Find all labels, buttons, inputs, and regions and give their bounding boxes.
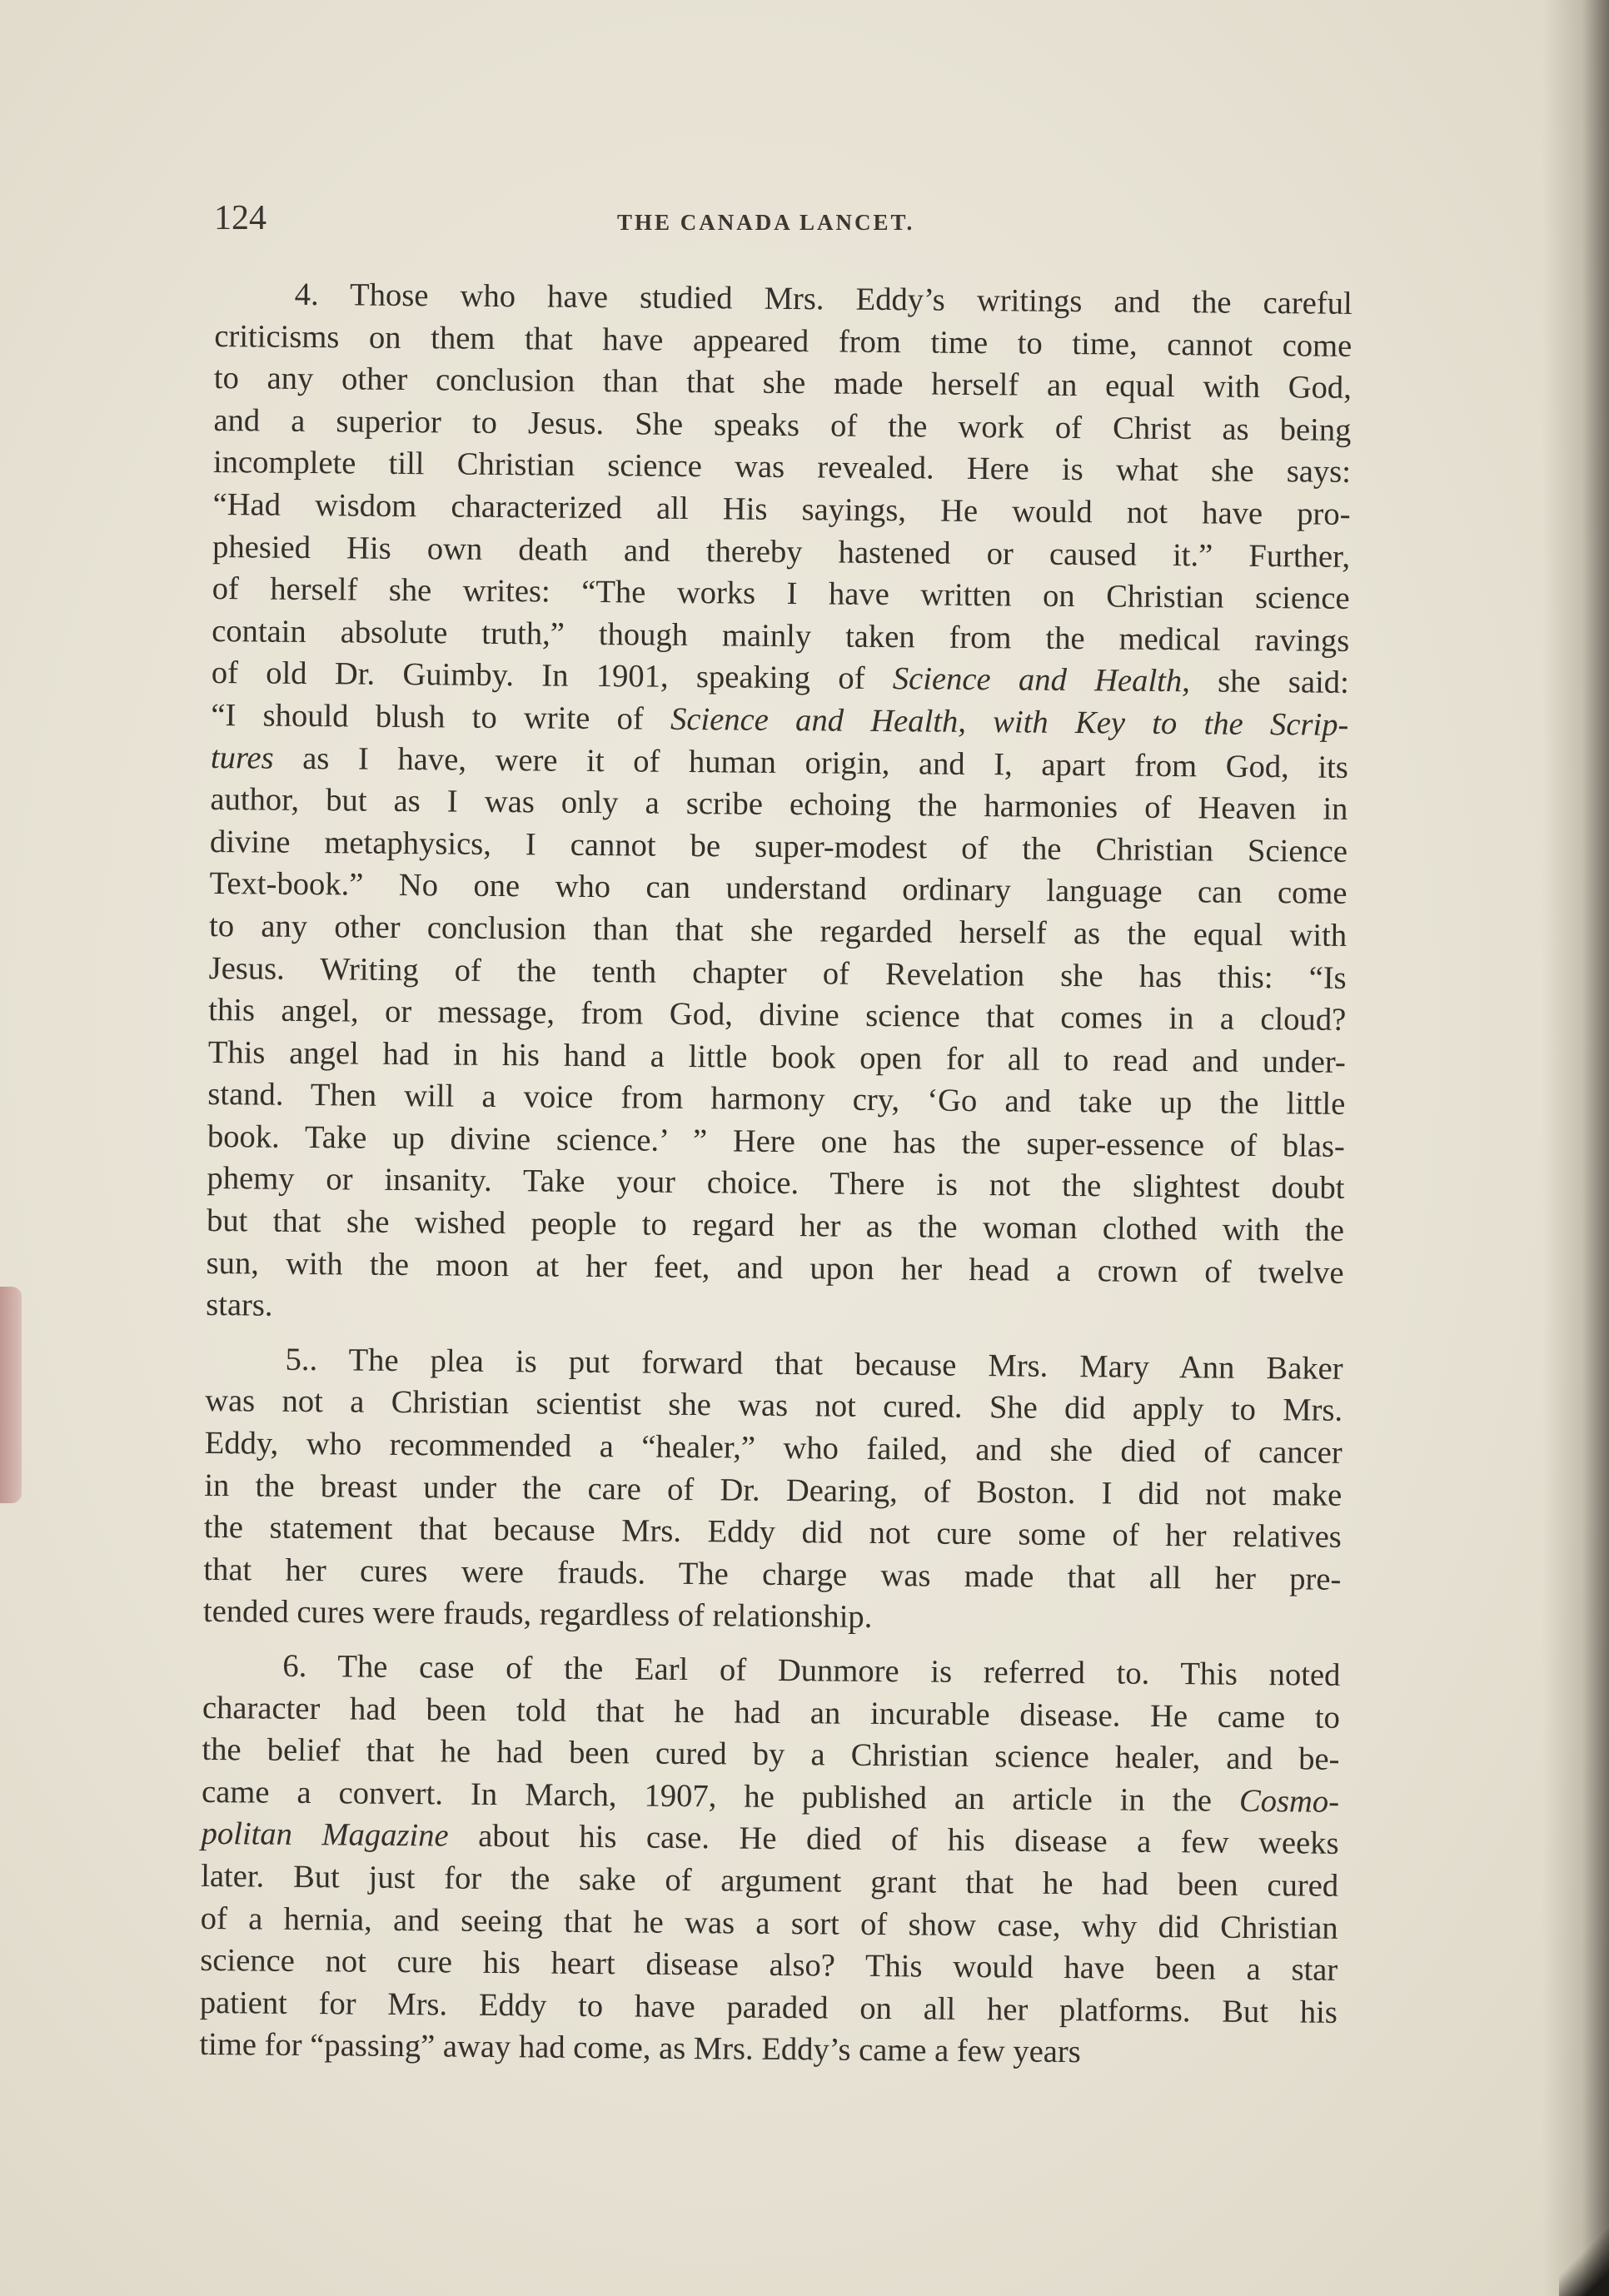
text-line: Eddy, who recommended a “healer,” who failed, and she died of cancer	[204, 1425, 1342, 1471]
text-line: sun, with the moon at her feet, and upon her head a crown of twelve	[206, 1245, 1344, 1291]
text-line: book. Take up divine science.’ ” Here one has the super-essence of blas-	[207, 1118, 1346, 1164]
text-line: stand. Then will a voice from harmony cry, ‘Go and take up the little	[207, 1077, 1346, 1123]
text-line: later. But just for the sake of argument grant that he had been cured	[201, 1858, 1339, 1904]
text-line: the belief that he had been cured by a Christian science healer, and be-	[202, 1732, 1340, 1778]
text-line: time for “passing” away had come, as Mrs. Eddy’s came a few years	[199, 2027, 1081, 2070]
text-line: character had been told that he had an incurable disease. He came to	[202, 1690, 1341, 1736]
text-line: This angel had in his hand a little book open for all to read and under-	[207, 1034, 1346, 1080]
spine-shadow	[1542, 0, 1609, 2296]
text-line: politan Magazine about his case. He died of his disease a few weeks	[201, 1816, 1339, 1862]
text-line: that her cures were frauds. The charge was made that all her pre-	[203, 1551, 1342, 1597]
text-line: “I should blush to write of Science and Health, with Key to the Scrip-	[211, 697, 1349, 743]
text-line: stars.	[206, 1287, 273, 1323]
text-line: but that she wished people to regard her as the woman clothed with the	[206, 1203, 1345, 1248]
italic-title: Science and Health, with Key to the Scrip-	[670, 701, 1349, 743]
paragraph-4	[206, 273, 1352, 1337]
running-title: THE CANADA LANCET.	[617, 210, 915, 235]
italic-title: tures	[210, 740, 274, 776]
page-corner-shadow	[1559, 2229, 1609, 2296]
text-line: “Had wisdom characterized all His sayings, He would not have pro-	[212, 486, 1351, 532]
page-tab-marker	[0, 1287, 22, 1503]
text-line: was not a Christian scientist she was not cured. She did apply to Mrs.	[204, 1383, 1343, 1429]
text-line: and a superior to Jesus. She speaks of the work of Christ as being	[213, 402, 1352, 448]
text-line: the statement that because Mrs. Eddy did not cure some of her relatives	[203, 1510, 1342, 1556]
text-line: contain absolute truth,” though mainly taken from the medical ravings	[212, 613, 1350, 659]
page-header	[214, 198, 1355, 248]
text-line: author, but as I was only a scribe echoing the harmonies of Heaven in	[210, 782, 1348, 828]
text-line: tended cures were frauds, regardless of relationship.	[202, 1594, 873, 1636]
paragraph-5	[203, 1338, 1343, 1643]
text-line: tures as I have, were it of human origin, and I, apart from God, its	[210, 740, 1349, 785]
text-line: to any other conclusion than that she made herself an equal with God,	[213, 361, 1352, 406]
text-line: to any other conclusion than that she regarded herself as the equal with	[208, 908, 1347, 954]
text-line: divine metaphysics, I cannot be super-modest of the Christian Science	[209, 824, 1348, 869]
text-line: phesied His own death and thereby hastened or caused it.” Further,	[212, 529, 1351, 575]
text-line: of a hernia, and seeing that he was a sort of show case, why did Christian	[200, 1900, 1338, 1946]
article-body	[199, 273, 1352, 2076]
text-line: criticisms on them that have appeared from time to time, cannot come	[214, 318, 1352, 364]
text-line: patient for Mrs. Eddy to have paraded on all her platforms. But his	[199, 1985, 1338, 2030]
text-line: 5.. The plea is put forward that because Mrs. Mary Ann Baker	[285, 1342, 1343, 1387]
text-line: of herself she writes: “The works I have written on Christian science	[212, 571, 1350, 617]
text-line: Text-book.” No one who can understand ordinary language can come	[209, 866, 1347, 912]
page-number: 124	[214, 199, 267, 237]
text-line: 4. Those who have studied Mrs. Eddy’s writings and the careful	[294, 276, 1352, 321]
text-line: in the breast under the care of Dr. Dearing, of Boston. I did not make	[204, 1467, 1342, 1513]
italic-title: politan Magazine	[201, 1816, 449, 1854]
text-line: phemy or insanity. Take your choice. There is not the slightest doubt	[207, 1161, 1345, 1207]
text-line: science not cure his heart disease also? This would have been a star	[200, 1943, 1338, 1988]
italic-title: Science and Health,	[892, 661, 1191, 700]
text-line: this angel, or message, from God, divine science that comes in a cloud?	[208, 993, 1347, 1038]
italic-title: Cosmo-	[1238, 1783, 1340, 1820]
text-line: came a convert. In March, 1907, he published an article in the Cosmo-	[201, 1774, 1340, 1820]
text-line: 6. The case of the Earl of Dunmore is referred to. This noted	[282, 1648, 1341, 1693]
paragraph-6	[199, 1645, 1340, 2076]
text-line: of old Dr. Guimby. In 1901, speaking of Science and Health, she said:	[211, 655, 1349, 701]
text-line: Jesus. Writing of the tenth chapter of Revelation she has this: “Is	[208, 950, 1347, 996]
text-line: incomplete till Christian science was revealed. Here is what she says:	[212, 445, 1352, 491]
